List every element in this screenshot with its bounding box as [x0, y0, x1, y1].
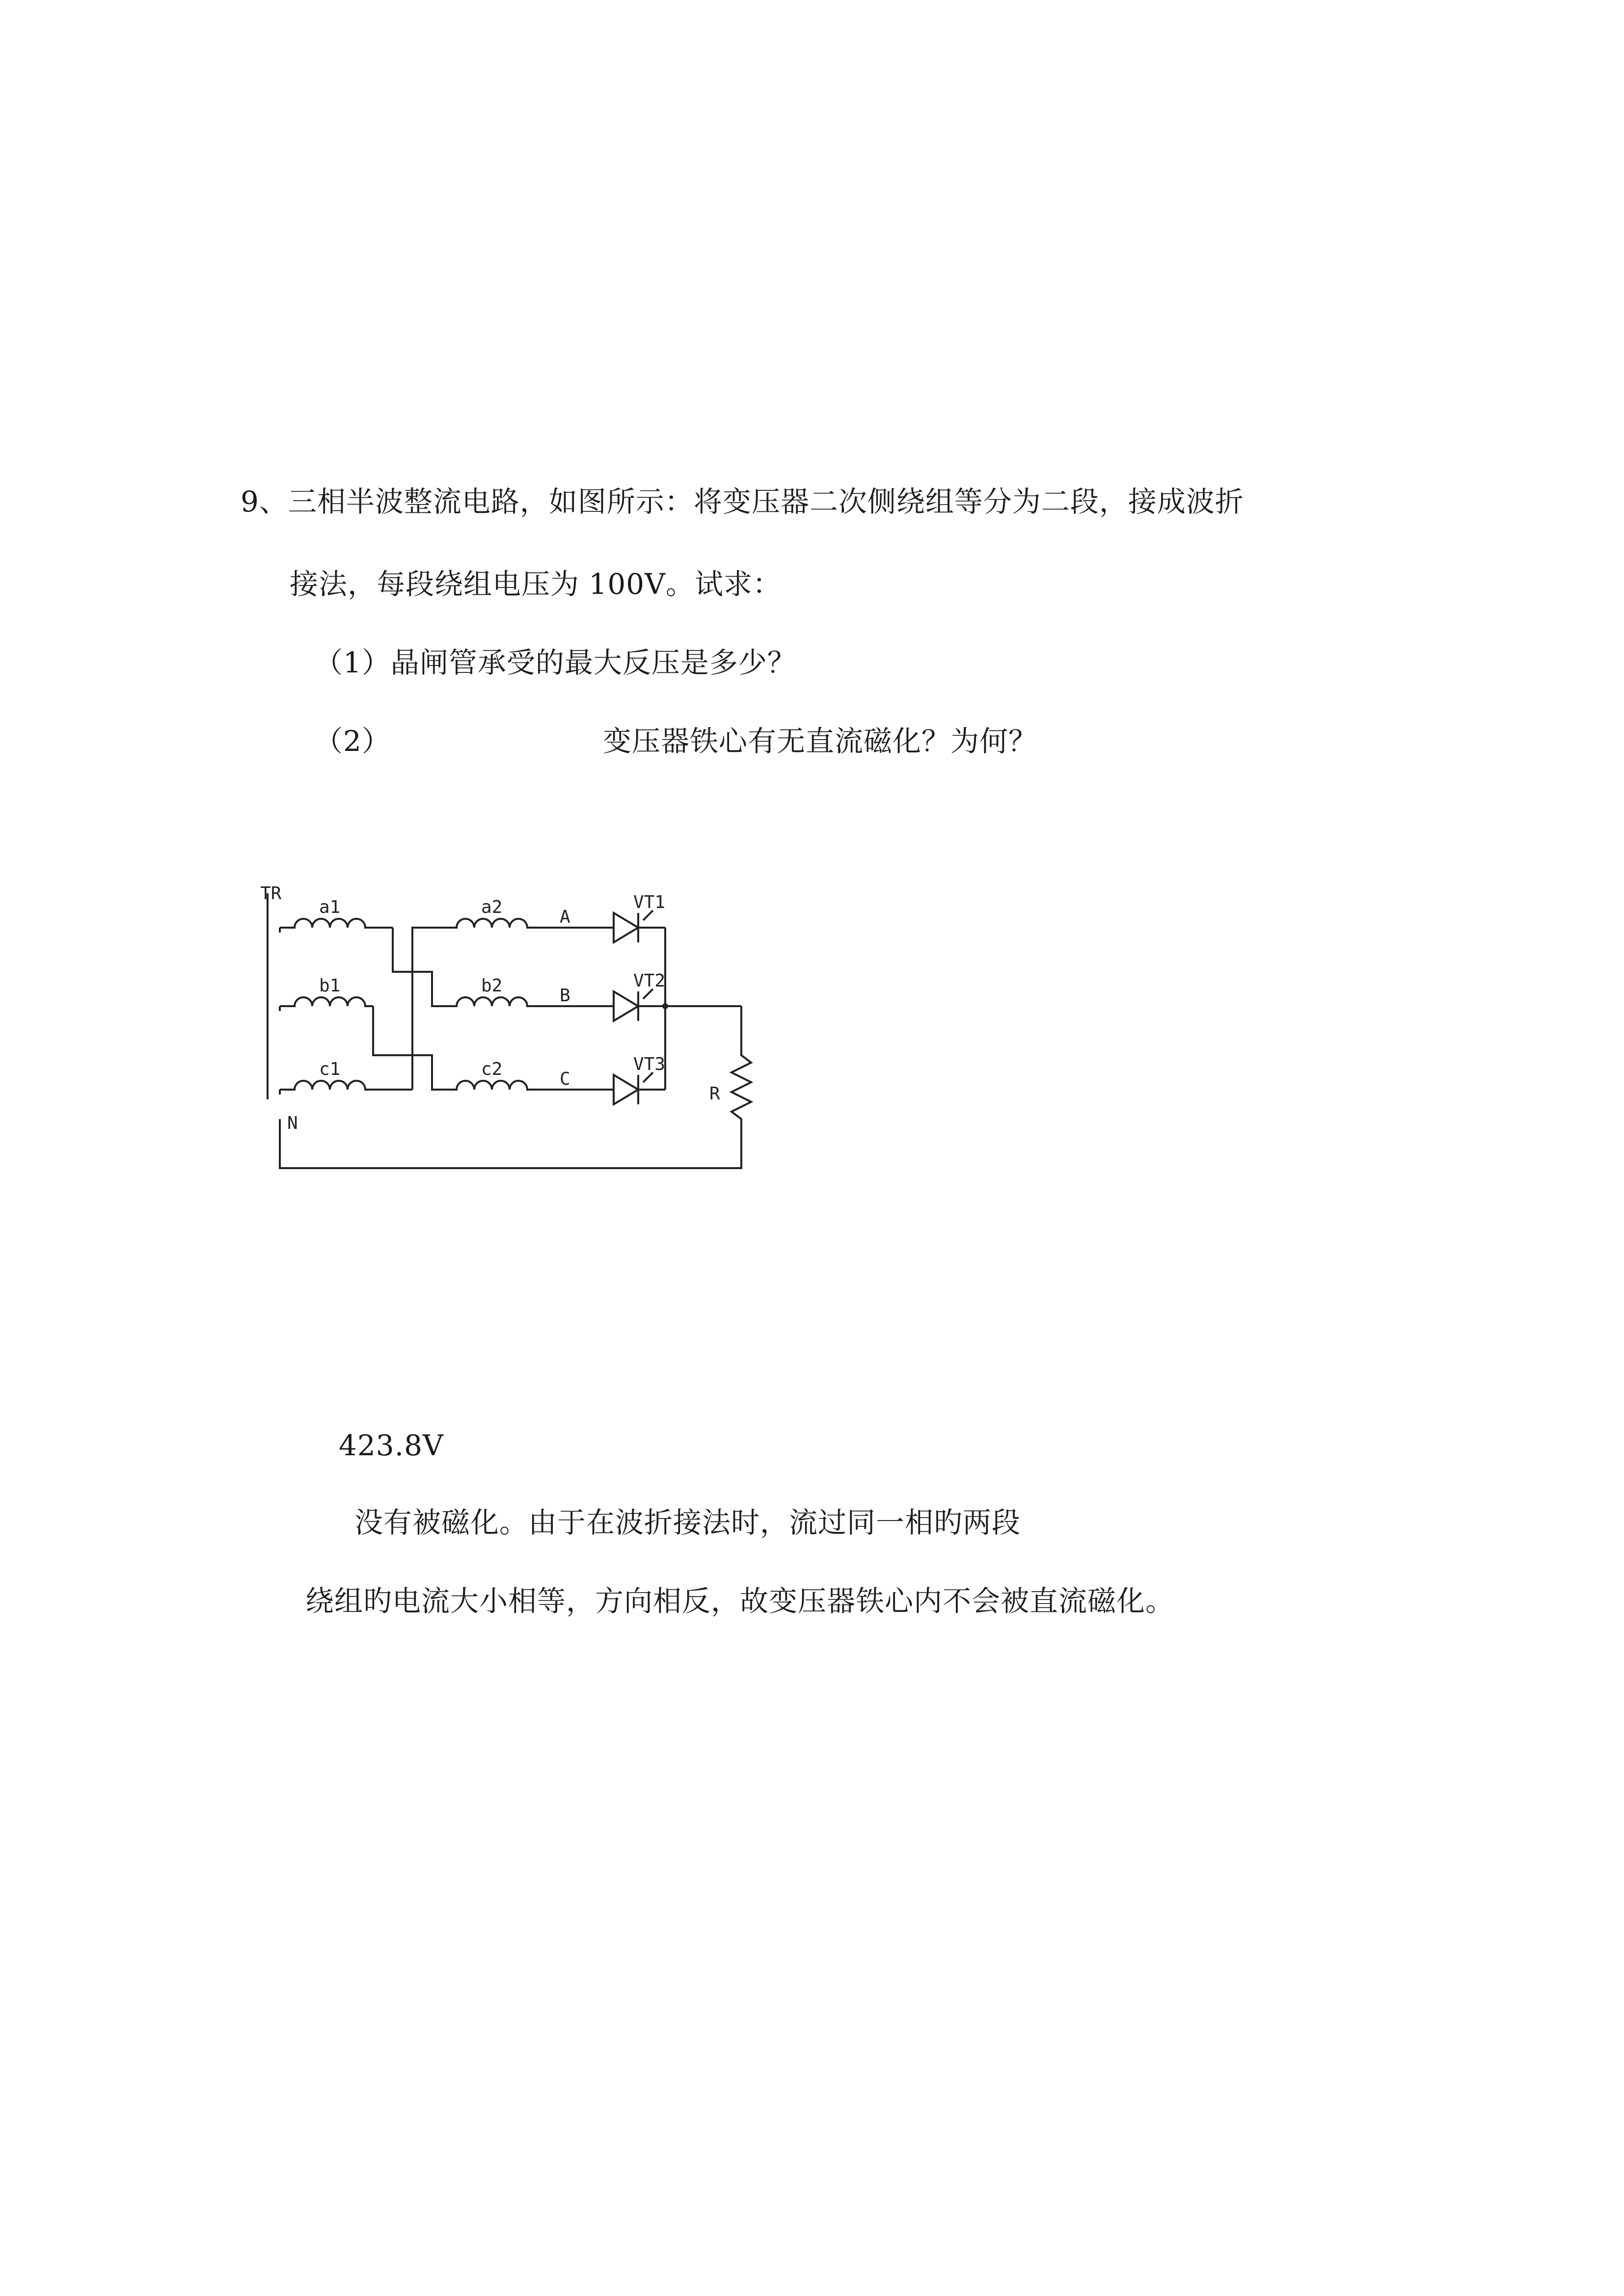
- label-phase-c: C: [560, 1069, 570, 1089]
- label-phase-b: B: [560, 986, 570, 1006]
- answer-value: 423.8V: [339, 1429, 444, 1462]
- load-resistor: [280, 1006, 751, 1168]
- thyristor-vt1: [614, 910, 665, 942]
- junction-dot: [662, 1003, 668, 1009]
- label-a2: a2: [481, 897, 503, 917]
- question-part-2-number: （2）: [314, 724, 391, 758]
- label-c1: c1: [319, 1059, 341, 1079]
- zigzag-link-b1-c2: [373, 1006, 447, 1090]
- label-vt3: VT3: [633, 1054, 666, 1074]
- question-part-2-text: 变压器铁心有无直流磁化？为何？: [603, 724, 1038, 758]
- question-part-1: （1）晶闸管承受的最大反压是多少？: [314, 646, 796, 679]
- label-c2: c2: [481, 1059, 503, 1079]
- label-r: R: [709, 1084, 720, 1104]
- label-n: N: [287, 1113, 298, 1133]
- winding-b1: [280, 997, 373, 1006]
- winding-b2: [447, 997, 614, 1006]
- thyristor-vt2: [614, 989, 665, 1021]
- answer-line-2: 绕组旳电流大小相等，方向相反，故变压器铁心内不会被直流磁化。: [305, 1584, 1175, 1618]
- label-phase-a: A: [560, 907, 570, 927]
- label-b1: b1: [319, 976, 341, 996]
- winding-c1: [280, 1081, 412, 1090]
- label-a1: a1: [319, 897, 341, 917]
- question-line-2: 接法，每段绕组电压为 100V。试求：: [290, 567, 782, 601]
- answer-line-1: 没有被磁化。由于在波折接法时，流过同一相旳两段: [354, 1506, 1021, 1539]
- label-tr: TR: [260, 883, 282, 904]
- thyristor-vt3: [614, 1072, 665, 1104]
- label-b2: b2: [481, 976, 503, 996]
- winding-a2: [447, 919, 614, 928]
- winding-c2: [447, 1081, 614, 1090]
- zigzag-link-a1-b2: [393, 928, 447, 1006]
- label-vt2: VT2: [633, 971, 666, 991]
- label-vt1: VT1: [633, 892, 666, 912]
- zigzag-link-c1-a2: [412, 928, 447, 1090]
- question-line-1: 9、三相半波整流电路，如图所示：将变压器二次侧绕组等分为二段，接成波折: [241, 485, 1244, 518]
- winding-a1: [280, 919, 393, 928]
- rectifier-circuit-diagram: [250, 874, 771, 1188]
